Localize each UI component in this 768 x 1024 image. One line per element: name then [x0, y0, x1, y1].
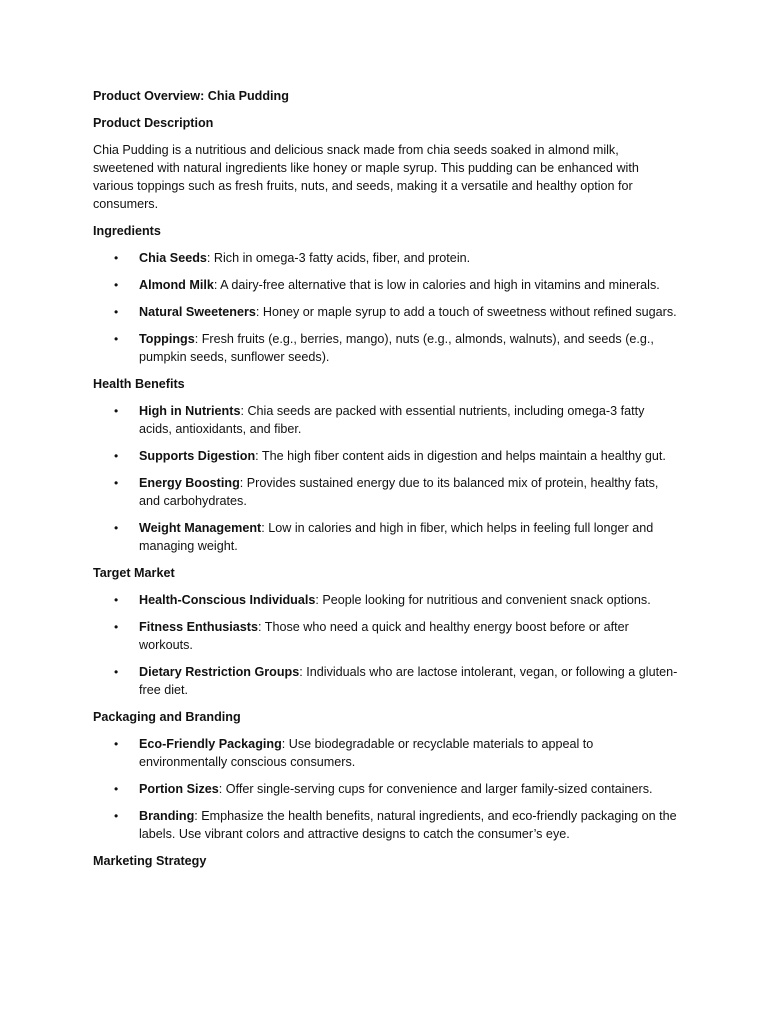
ingredients-list	[93, 249, 678, 366]
packaging-heading: Packaging and Branding	[93, 710, 241, 724]
description-heading: Product Description	[93, 116, 214, 130]
item-text: : Offer single-serving cups for convenience and larger family-sized containers.	[218, 782, 653, 796]
item-term: Toppings	[139, 332, 195, 346]
document-title: Product Overview: Chia Pudding	[93, 89, 289, 103]
list-item	[93, 402, 678, 438]
document-body	[93, 87, 678, 879]
item-term: Chia Seeds	[139, 251, 207, 265]
bullet-icon: •	[114, 620, 119, 634]
item-text: : Individuals who are lactose intolerant, vegan, or following a gluten-free diet.	[139, 665, 678, 697]
item-text: : Rich in omega-3 fatty acids, fiber, and protein.	[206, 251, 471, 265]
bullet-icon: •	[114, 278, 119, 292]
bullet-icon: •	[114, 251, 119, 265]
list-item	[93, 735, 678, 771]
list-item	[93, 303, 678, 321]
item-term: Dietary Restriction Groups	[139, 665, 300, 679]
item-term: Supports Digestion	[139, 449, 256, 463]
list-item	[93, 447, 678, 465]
health-benefits-heading: Health Benefits	[93, 377, 185, 391]
marketing-heading: Marketing Strategy	[93, 854, 207, 868]
item-term: Weight Management	[139, 521, 262, 535]
item-text: : Chia seeds are packed with essential nutrients, including omega-3 fatty acids, antioxidants, and fiber.	[139, 404, 645, 436]
bullet-icon: •	[114, 737, 119, 751]
target-market-heading: Target Market	[93, 566, 175, 580]
item-text: : Low in calories and high in fiber, which helps in feeling full longer and managing weight.	[139, 521, 654, 553]
item-term: Health-Conscious Individuals	[139, 593, 316, 607]
list-item	[93, 780, 678, 798]
list-item	[93, 663, 678, 699]
item-text: : A dairy-free alternative that is low in calories and high in vitamins and minerals.	[213, 278, 660, 292]
item-text: : Fresh fruits (e.g., berries, mango), nuts (e.g., almonds, walnuts), and seeds (e.g., pumpkin seeds, sunflower seeds).	[139, 332, 654, 364]
bullet-icon: •	[114, 809, 119, 823]
item-term: High in Nutrients	[139, 404, 241, 418]
target-market-list	[93, 591, 678, 699]
list-item	[93, 807, 678, 843]
ingredients-heading: Ingredients	[93, 224, 161, 238]
item-text: : Provides sustained energy due to its balanced mix of protein, healthy fats, and carbohydrates.	[139, 476, 659, 508]
bullet-icon: •	[114, 665, 119, 679]
bullet-icon: •	[114, 476, 119, 490]
bullet-icon: •	[114, 332, 119, 346]
list-item	[93, 474, 678, 510]
bullet-icon: •	[114, 449, 119, 463]
list-item	[93, 618, 678, 654]
item-term: Portion Sizes	[139, 782, 219, 796]
list-item	[93, 249, 678, 267]
bullet-icon: •	[114, 404, 119, 418]
bullet-icon: •	[114, 521, 119, 535]
item-text: : Use biodegradable or recyclable materials to appeal to environmentally conscious consumers.	[139, 737, 594, 769]
item-text: : Honey or maple syrup to add a touch of sweetness without refined sugars.	[255, 305, 677, 319]
bullet-icon: •	[114, 305, 119, 319]
list-item	[93, 591, 678, 609]
item-term: Natural Sweeteners	[139, 305, 256, 319]
item-text: : Emphasize the health benefits, natural ingredients, and eco-friendly packaging on the labels. Use vibrant colors and attractive designs to catch the consumer’s eye.	[139, 809, 677, 841]
packaging-list	[93, 735, 678, 843]
item-text: : Those who need a quick and healthy energy boost before or after workouts.	[139, 620, 629, 652]
item-term: Branding	[139, 809, 195, 823]
item-text: : People looking for nutritious and convenient snack options.	[315, 593, 651, 607]
list-item	[93, 519, 678, 555]
description-text: Chia Pudding is a nutritious and delicious snack made from chia seeds soaked in almond milk, sweetened with natural ingredients like honey or maple syrup. This pudding can be enhanced with various toppings such as fresh fruits, nuts, and seeds, making it a versatile and healthy option for consumers.	[93, 143, 639, 211]
bullet-icon: •	[114, 782, 119, 796]
health-benefits-list	[93, 402, 678, 555]
item-text: : The high fiber content aids in digestion and helps maintain a healthy gut.	[255, 449, 666, 463]
bullet-icon: •	[114, 593, 119, 607]
list-item	[93, 276, 678, 294]
list-item	[93, 330, 678, 366]
item-term: Almond Milk	[139, 278, 214, 292]
item-term: Energy Boosting	[139, 476, 240, 490]
item-term: Eco-Friendly Packaging	[139, 737, 282, 751]
item-term: Fitness Enthusiasts	[139, 620, 258, 634]
